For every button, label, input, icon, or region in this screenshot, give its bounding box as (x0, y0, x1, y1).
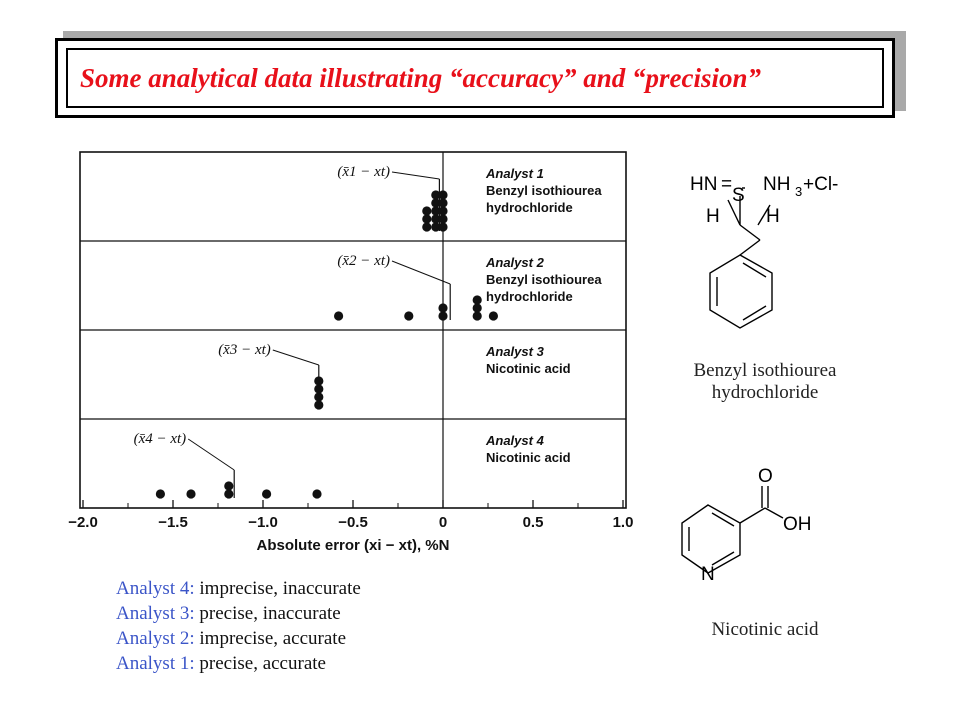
atom-n: N (701, 564, 715, 585)
data-point (473, 311, 482, 320)
bond-ring-carboxyl (740, 508, 765, 523)
summary-desc: precise, inaccurate (199, 603, 341, 624)
ring-double-bond (743, 263, 766, 277)
data-point (224, 489, 233, 498)
summary-line (116, 651, 361, 676)
series-label-sample: Nicotinic acid (486, 361, 571, 376)
atom-oh: OH (783, 514, 812, 535)
atom-hcl: +Cl- (803, 174, 839, 195)
data-point (438, 311, 447, 320)
data-point (224, 481, 233, 490)
data-point (489, 311, 498, 320)
summary-analyst: Analyst 1: (116, 653, 195, 674)
x-tick-label: −1.0 (248, 514, 278, 531)
series-label-analyst: Analyst 2 (486, 255, 544, 270)
mean-leader-line (392, 172, 439, 179)
data-point (438, 303, 447, 312)
ring-double-bond (712, 513, 734, 526)
mean-leader-line (392, 261, 450, 284)
summary-line (116, 601, 361, 626)
pyridine-ring (682, 505, 740, 573)
benzene-ring (710, 255, 772, 328)
summary-desc: imprecise, accurate (199, 628, 347, 649)
mean-label: (x̄4 − xt) (133, 431, 187, 447)
ring-double-bond (712, 552, 734, 565)
atom-hn: HN (690, 174, 718, 195)
x-tick-label: −0.5 (338, 514, 368, 531)
data-point (156, 489, 165, 498)
x-tick-label: −1.5 (158, 514, 188, 531)
bond-c-oh (765, 508, 783, 518)
data-point (312, 489, 321, 498)
series-label-sample: Benzyl isothiourea (486, 272, 602, 287)
summary-desc: imprecise, inaccurate (199, 578, 361, 599)
series-label-sample: hydrochloride (486, 200, 573, 215)
summary-analyst: Analyst 2: (116, 628, 195, 649)
data-point (422, 214, 431, 223)
data-point (473, 303, 482, 312)
summary-line (116, 626, 361, 651)
summary-analyst: Analyst 3: (116, 603, 195, 624)
series-label-analyst: Analyst 3 (486, 344, 544, 359)
data-point (422, 222, 431, 231)
bond-c-ch2 (740, 225, 760, 240)
summary-analyst: Analyst 4: (116, 578, 195, 599)
nicotinic-caption: Nicotinic acid (711, 619, 819, 640)
atom-s: S (732, 185, 745, 206)
ring-double-bond (743, 306, 766, 320)
benzyl-caption-line2: hydrochloride (711, 382, 819, 403)
atom-h-right: H (766, 206, 780, 227)
atom-h-left: H (706, 206, 720, 227)
page-title: Some analytical data illustrating “accuracy” and “precision” (80, 62, 762, 93)
mean-leader-line (273, 350, 319, 365)
data-point (186, 489, 195, 498)
series-label-analyst: Analyst 4 (486, 433, 544, 448)
mean-label: (x̄3 − xt) (218, 342, 271, 358)
x-tick-label: −2.0 (68, 514, 98, 531)
x-tick-label: 0 (438, 514, 448, 531)
data-point (334, 311, 343, 320)
mean-label: (x̄2 − xt) (337, 253, 390, 269)
series-label-analyst: Analyst 1 (486, 166, 544, 181)
summary-line (116, 576, 361, 601)
benzyl-caption-line1: Benzyl isothiourea (693, 360, 837, 381)
benzyl-isothiourea-structure (680, 160, 860, 360)
benzyl-caption (660, 360, 870, 404)
mean-label: (x̄1 − xt) (337, 164, 390, 180)
data-point (262, 489, 271, 498)
series-label-sample: hydrochloride (486, 289, 573, 304)
analyst-summary (116, 576, 361, 676)
atom-subscript-3: 3 (795, 184, 803, 199)
data-point (473, 295, 482, 304)
x-tick-label: 0.5 (522, 514, 544, 531)
x-tick-label: 1.0 (612, 514, 634, 531)
atom-nh: NH (763, 174, 791, 195)
mean-leader-line (188, 439, 234, 470)
bond-ch2-ring (740, 240, 760, 255)
summary-desc: precise, accurate (199, 653, 326, 674)
nicotinic-acid-structure (670, 460, 830, 590)
data-point (404, 311, 413, 320)
series-label-sample: Nicotinic acid (486, 450, 571, 465)
data-point (422, 206, 431, 215)
atom-o: O (758, 466, 773, 487)
atom-double-bond: = (721, 174, 733, 195)
x-axis-label: Absolute error (xi − xt), %N (256, 537, 450, 554)
series-label-sample: Benzyl isothiourea (486, 183, 602, 198)
